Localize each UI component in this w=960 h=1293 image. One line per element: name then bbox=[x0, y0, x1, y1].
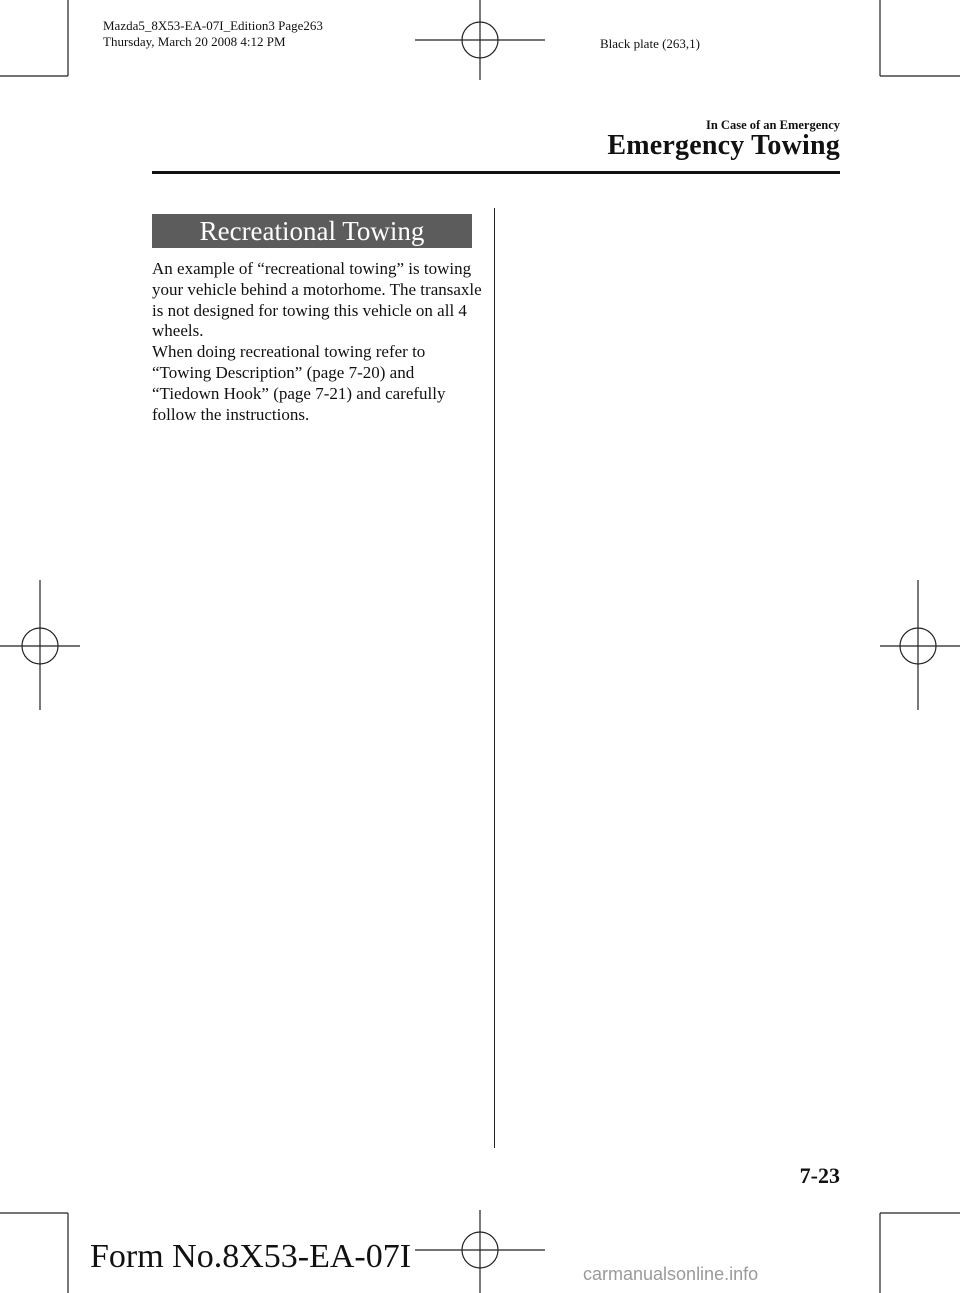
print-info-date: Thursday, March 20 2008 4:12 PM bbox=[103, 34, 286, 49]
section-banner: Recreational Towing bbox=[152, 214, 472, 248]
header-rule bbox=[152, 171, 840, 174]
print-info bbox=[103, 18, 323, 50]
body-text bbox=[152, 259, 482, 425]
plate-label: Black plate (263,1) bbox=[600, 36, 700, 51]
form-number: Form No.8X53-EA-07I bbox=[90, 1238, 412, 1275]
page-number: 7-23 bbox=[799, 1163, 840, 1188]
column-divider bbox=[494, 208, 495, 1148]
paragraph-example: An example of “recreational towing” is towing your vehicle behind a motorhome. The transaxle is not designed for towing this vehicle on all 4 wheels. bbox=[152, 259, 482, 341]
watermark: carmanualsonline.info bbox=[583, 1264, 759, 1284]
chapter-title: Emergency Towing bbox=[607, 130, 840, 161]
paragraph-instructions: When doing recreational towing refer to “Towing Description” (page 7-20) and “Tiedown Hook” (page 7-21) and carefully follow the instructions. bbox=[152, 342, 446, 424]
print-info-file: Mazda5_8X53-EA-07I_Edition3 Page263 bbox=[103, 18, 323, 33]
section-label: In Case of an Emergency bbox=[705, 118, 840, 132]
